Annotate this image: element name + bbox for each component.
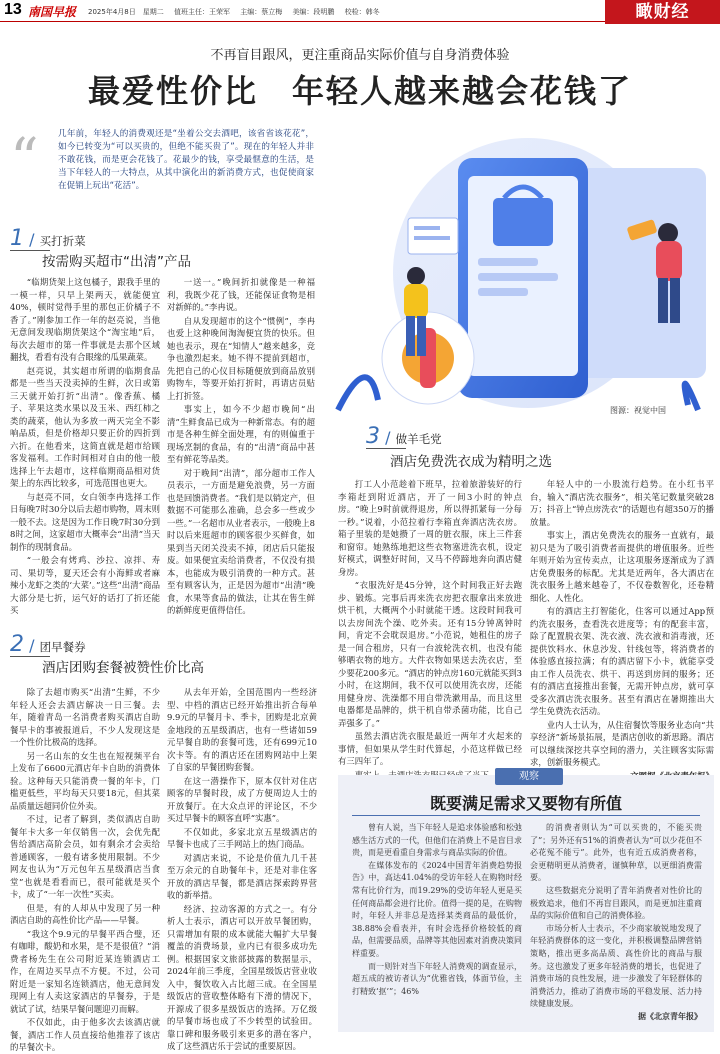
observation-column-2: [530, 822, 702, 1028]
section-2-column-2: [167, 686, 317, 1051]
paragraph: 事实上，酒店免费洗衣的服务一直就有，最初只是为了吸引消费者而提供的增值服务。近些年则开始为宣传卖点，让这项服务逐渐成为了酒店免费服务的标配。尤其是近两年，各大酒店在洗衣服务上越来越卷了，不仅卷数智化，还卷精细化、人性化。: [530, 530, 714, 603]
section-number: 3: [366, 424, 380, 449]
section-1-header: 1 / 买打折菜: [10, 226, 86, 251]
paragraph: 对酒店来说，不论是价值九几千甚至万余元的自助餐年卡，还是对非住客开放的酒店早餐，都是酒店探索跨界营收的新举措。: [167, 852, 317, 900]
article-title: 最爱性价比 年轻人越来越会花钱了: [87, 72, 632, 110]
section-3-header: 3 / 做羊毛党: [366, 424, 442, 449]
section-3-title: 酒店免费洗衣成为精明之选: [390, 454, 552, 470]
paragraph: 事实上，如今不少超市晚间“出清”生鲜食品已成为一种新常态。有的超市是各种生鲜全面处理，有的则偏重于现场烹制的食品，有的“出清”商品中甚至有鲜花等品类。: [167, 404, 315, 464]
paragraph: 虽然去酒店洗衣服是最近一两年才火起来的事情，但如果从学生时代算起，小范这样做已经有三四年了。: [338, 731, 522, 766]
issue-date: 2025年4月8日 星期二: [88, 8, 164, 16]
observation-column-1: [352, 822, 522, 1028]
quote-mark-icon: “: [10, 127, 39, 192]
section-2-column-1: [10, 686, 160, 1052]
section-2-title: 酒店团购套餐被赞性价比高: [42, 660, 204, 676]
header-info: [88, 7, 388, 17]
paragraph: 除了去超市购买“出清”生鲜，不少年轻人还会去酒店解决一日三餐。去年，随着青岛一名消费者购买酒店自助餐早卡的事被报道后，不少人发现这是一个性价比极高的选择。: [10, 687, 160, 747]
paragraph: “我这个9.9元的早餐平西合璧，还有咖啡，酸奶和水果，是不是很值？”消费者杨先生在公司附近某连锁酒店工作，在周边买早点不方便。不过，公司附近是一家知名连锁酒店，他无意间发现网上有人卖这家酒店的早餐券，于是就试了试，结果早餐问题迎刃而解。: [10, 928, 160, 1014]
paragraph: 而一则针对当下年轻人消费观的调查显示，超五成的被访者认为“优雅省钱，体面节俭，主打精致‘抠’”；46%: [352, 961, 522, 996]
chief-editor: 主编：蔡立梅: [240, 8, 283, 16]
section-1-column-2: [167, 276, 315, 632]
section-3-column-2: [530, 478, 714, 768]
section-number: 1: [10, 226, 24, 251]
paragraph: 自从发现超市的这个“惯例”，李冉也爱上这种晚间淘淘便宜货的快乐。但她也表示，现在“知情人”越来越多，竞争也激烈起来。她不得不提前到超市，先把自己的心仪目标随便放到商品放别购物车，等要开始打折时，再请店员贴上打折签。: [167, 315, 315, 401]
paragraph: 在这一潜操作下，原本仅针对住店顾客的早餐时段，成了方便周边人士的开放餐厅。在大众点评的评论区，不少买过早餐卡的顾客直呼“实惠”。: [167, 775, 317, 823]
image-credit: 图源：视觉中国: [610, 406, 666, 415]
section-number: 2: [10, 632, 24, 657]
proofreader: 校检：韩冬: [344, 8, 380, 16]
page-number: 13: [4, 1, 22, 18]
section-kicker: 买打折菜: [39, 234, 86, 248]
paragraph: “一般会有烤鸡、沙拉、凉拌、寿司、果切等，夏天还会有小海鲜或者麻辣小龙虾之类的‘大菜’。”这些“出清”商品大部分是七折，运气好的话打了折还能买: [10, 555, 160, 615]
section-3-column-1: [338, 478, 522, 768]
paragraph: 打工人小范趁着下班早，拉着旅游装好的行李箱赶到附近酒店，开了一间3小时的钟点房。“晚上9时前就得退房，所以得抓紧每一分每一秒。”说着，小范拉着行李箱直奔酒店洗衣房。箱子里装的是她攒了一周的脏衣服，床上三件套和窗帘。她熟练地把这些衣物塞进洗衣机，设定好模式，调整好时间，又马不停蹄地奔向酒店健身房。: [338, 479, 522, 577]
duty-editor: 值班主任：王荣军: [173, 8, 230, 16]
section-2-header: 2 / 团早餐券: [10, 632, 86, 657]
paragraph: 对于晚间“出清”，部分超市工作人员表示，一方面是避免浪费，另一方面也是回馈消费者。“我们是以销定产，但数据不可能那么准确，总会多一些或少一些。”一名超市从业者表示，一般晚上8时以后来逛超市的顾客很少买鲜食，如果到当天闭关没卖不掉，闭店后只能报废。如果便宜卖给消费者，不仅没有损本，也能成为吸引消费的一种方式。甚至有顾客认为，正是因为超市“出清”晚食，水果等食品的做法，让其在售生鲜的新鲜度更值得信任。: [167, 467, 315, 615]
paragraph: 不过，记者了解到，类似酒店自助餐年卡大多一年仅销售一次，会优先配售给酒店高阶会员，如有剩余才会卖给普通顾客，一般有诸多使用限制。不少网友也认为“万元包年五星级酒店当食堂”也就是看看而已，很可能就是买个卡，成了“一年一次性”买卖。: [10, 814, 160, 899]
newspaper-logo: 南国早报: [28, 5, 77, 19]
section-divider: [366, 448, 406, 449]
section-badge: 瞰财经: [605, 0, 720, 24]
paragraph: 另一名山东的女生也在短视频平台上发布了6600元酒店年卡自助的消费体验。这种每天只能消费一餐的年卡，门槛更低些，平均每天只要18元，但其菜品质量远超同价位外卖。: [10, 750, 160, 811]
paragraph: 在媒体发布的《2024中国青年消费趋势报告》中，高达41.04%的受访年轻人在购物时经常有比价行为，而19.29%的受访年轻人更是买任何商品都会进行比价。值得一提的是，在购物时，年轻人并非总是选择某类商品的最低价，38.88%会看表并，有时会选择价格较低的商品，但需要品质，品牌等其他因素对消费决策同样重要。: [352, 860, 522, 958]
shopping-illustration: [318, 128, 720, 420]
section-1-title: 按需购买超市“出清”产品: [42, 254, 191, 270]
section-1-column-1: [10, 276, 160, 632]
paragraph: 曾有人说，当下年轻人是追求体验感和松弛感生活方式的一代，但他们在消费上不是盲目求贵，而是更看重自身需求与商品实际的价值。: [352, 823, 522, 858]
observation-title: 既要满足需求又要物有所值: [429, 794, 622, 813]
paragraph: 不仅如此，由于他多次去该酒店就餐，酒店工作人员直接给他推荐了该店的早餐次卡。: [10, 1017, 160, 1052]
paragraph: 从去年开始，全国范围内一些经济型、中档的酒店已经开始推出折合每单9.9元的早餐月卡、季卡，团购是北京黄金地段的五星级酒店，也有一些诸如59元早餐自助的套餐可选，还有699元10次卡等。有的酒店还在团购网站中上架了自家的早餐团购套餐。: [167, 687, 317, 772]
paragraph: 经济、拉动客源的方式之一。有分析人士表示，酒店可以开放早餐团购，只需增加有限的成本就能大幅扩大早餐覆盖的消费场景，业内已有很多成功先例。根据国家文旅部披露的数据显示，2024年前三季度，全国星级饭店营业收入中，餐饮收入占比超三成。在全国星级饭店的营收整体略有下滑的情况下，开源成了很多星级饭店的选择。万亿级的早餐市场也成了不少转型的试验田。靠口碑和服务吸引来更多的潜在客户，成了这些酒店乐于尝试的重要原因。: [167, 903, 317, 1051]
article-subtitle: 不再盲目跟风，更注重商品实际价值与自身消费体验: [210, 48, 510, 63]
paragraph: 但是，有的人却从中发现了另一种酒店自助的高性价比产品——早餐。: [10, 902, 160, 925]
paragraph: 的消费者则认为“可以买贵的，不能买贵了”；另外还有51%的消费者认为“可以少花但不必花冤不能亏”。此外，也有近五成消费者称，会更精明更从消费者，谨慎种草，以更细消费需要。: [530, 823, 702, 883]
paragraph: 有的酒店主打智能化，住客可以通过App预约洗衣服务，查看洗衣进度等；有的配套丰富，除了配置脱衣架、洗衣液、洗衣液和消毒液，还提供饮料水、休息沙发、针线包等，将消费者的体验感直接拉满；有的酒店留下小卡，就能享受由工作人员洗衣、烘干、再送到房间的服务；还有的酒店直接推出套餐，无需开钟点房，就可享受多次酒店洗衣服务。甚至有酒店在暑期推出大学生免费洗衣活动。: [530, 606, 714, 716]
paragraph: 与赵亮不同，女白领李冉选择工作日每晚7时30分以后去超市购物，周末则一般不去。这是因为工作日晚7时30分到8时之间，这家超市大概率会“出清”当天制作的现制食品。: [10, 491, 160, 552]
paragraph: 这些数据充分说明了青年消费者对性价比的极致追求，他们不再盲目跟风，而是更加注重商品的实际价值和自己的消费体验。: [530, 885, 702, 921]
section-kicker: 做羊毛党: [395, 432, 442, 446]
paragraph: 市场分析人士表示，不少商家敏锐地发现了年轻消费群体的这一变化，并积极调整品牌营销策略，推出更多高品质、高性价比的商品与服务。这也激发了更多年轻消费的增长，也促进了消费市场的良性发展，进一步激发了年轻群体的消费活力，推动了消费市场的平稳发展、活力持续健康发展。: [530, 923, 702, 1009]
article-lead: 几年前，年轻人的消费观还是“坐着公交去酒吧，该省省该花花”，如今已转变为“可以买贵的，但绝不能买贵了”。现在的年轻人并非不敢花钱，而是更会花钱了。花最少的钱，享受最惬意的生活，是当下年轻人的一大特点，从其中演化出的新消费方式，也促使商家在促销上玩出“花活”。: [58, 129, 314, 191]
observation-byline: 据《北京青年报》: [638, 1011, 702, 1021]
paragraph: 一送一。”晚间折扣就像是一种福利，我既少花了钱，还能保证食物是相对新鲜的。”李冉说。: [167, 277, 315, 312]
observation-divider: [352, 815, 700, 816]
observation-tag: 观察: [495, 768, 563, 785]
section-kicker: 团早餐券: [39, 640, 86, 654]
designer: 美编：段明鹏: [292, 8, 335, 16]
paragraph: 年轻人中的一小股流行趋势。在小红书平台，输入“酒店洗衣服务”，相关笔记数量突破28万；抖音上“钟点房洗衣”的话题也有超350万的播放量。: [530, 479, 714, 527]
paragraph: “临期货架上这包橘子，跟我手里的一模一样，只早上架两天，就能便宜40%，顿时觉得手里的那包正价橘子不香了。”刚参加工作一年的赵亮说，当他无意间发现临期货架这个“淘宝地”后，每次去超市的第一件事就是去那个区域翻找，看看有没有合眼缘的瓜果蔬菜。: [10, 277, 160, 362]
paragraph: 业内人士认为，从住宿餐饮等服务业态向“共享经济”新场景拓展，是酒店创收的新思路。酒店可以继续深挖共享空间的潜力，关注顾客实际需求，创新服务模式。: [530, 719, 714, 767]
paragraph: “衣服洗好是45分钟，这个时间我正好去跑步、锻炼。完事后再来洗衣房把衣服拿出来放进烘干机，大概两个小时就能干透。这段时间我可以去房间洗个澡、吃外卖。还有15分钟离钟时间，肯定不会耽误退房。”小范说，她租住的房子是一间合租房，只有一台波轮洗衣机，也没有能够晒衣物的地方。大件衣物如果送去洗衣店，至少要花200多元。“酒店的钟点房160元就能买到3小时，在这期间，我不仅可以使用洗衣房，还能用健身房、洗澡都不用自带洗漱用品，而且这里电器都是品牌的，烘干机自带杀菌功能，比自己弄强多了。”: [338, 580, 522, 728]
paragraph: 不仅如此，多家北京五星级酒店的早餐卡也成了三手网站上的热门商品。: [167, 826, 317, 849]
paragraph: 赵亮说，其实超市所谓的临期食品都是一些当天没卖掉的生鲜，次日或第三天就开始打折“出清”。像香蕉、橘子、苹果这类水果以及玉米、西红柿之类的蔬菜，他认为多放一两天完全不影响品质，但是价格却只要正价的四折到六折。在他看来，这简直就是超市给顾客发福利。工作时间相对自由的他一般选择上午去超市，这样临期商品相对货架上的东西比较多，可选范围也更大。: [10, 365, 160, 488]
